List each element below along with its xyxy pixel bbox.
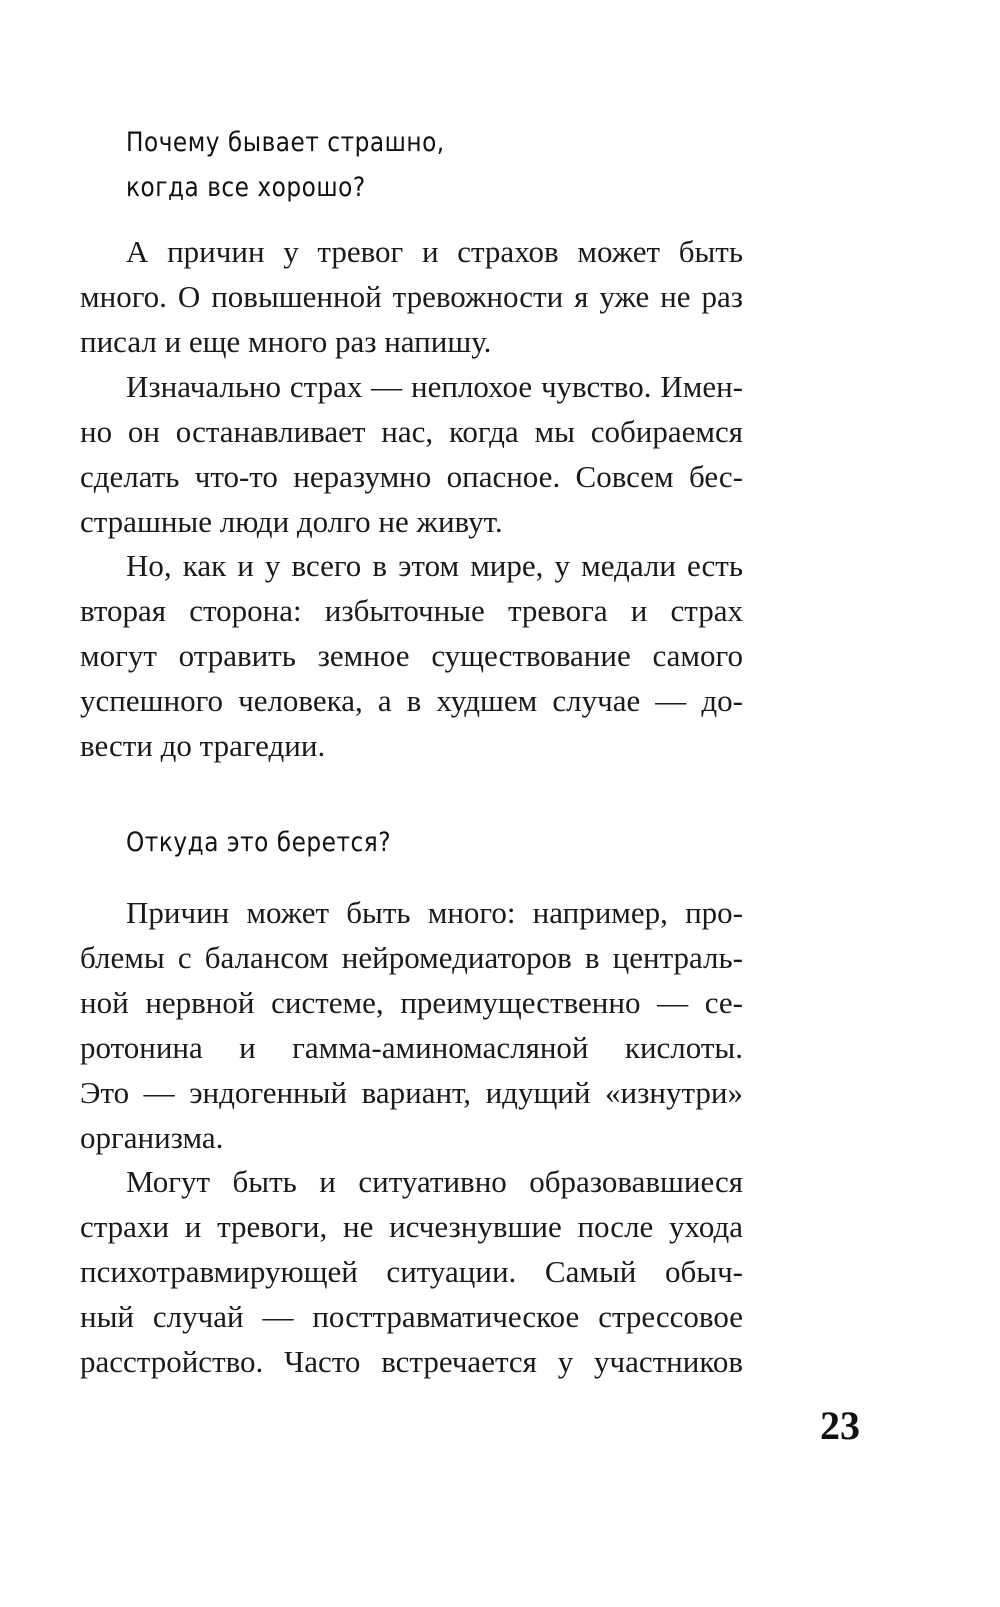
text-line: страшные люди долго не живут. [80,504,503,539]
page-number: 23 [820,1403,860,1448]
text-line: вторая сторона: избыточные тревога и страх [80,593,743,628]
text-line: Это — эндогенный вариант, идущий «изнутри» [80,1075,743,1110]
text-line: психотравмирующей ситуации. Самый обыч- [80,1254,743,1289]
text-line: сделать что-то неразумно опасное. Совсем бес- [80,459,743,494]
text-line: много. О повышенной тревожности я уже не раз [80,279,743,314]
text-line: но он останавливает нас, когда мы собираемся [80,414,743,449]
text-line: А причин у тревог и страхов может быть [126,234,743,269]
section-heading-line-1: Почему бывает страшно, [126,127,445,158]
text-line: блемы с балансом нейромедиаторов в централь- [80,940,743,975]
text-line: успешного человека, а в худшем случае — до- [80,683,743,718]
text-line: ротонина и гамма-аминомасляной кислоты. [80,1030,743,1065]
text-line: Причин может быть много: например, про- [126,895,743,930]
text-line: Могут быть и ситуативно образовавшиеся [126,1164,743,1199]
text-line: писал и еще много раз напишу. [80,324,492,359]
text-line: Но, как и у всего в этом мире, у медали есть [126,548,743,583]
text-line: ный случай — посттравматическое стрессовое [80,1299,743,1334]
text-line: вести до трагедии. [80,728,326,763]
section-heading: Откуда это берется? [126,827,392,858]
text-line: ной нервной системе, преимущественно — се- [80,985,743,1020]
text-line: страхи и тревоги, не исчезнувшие после ухода [80,1209,743,1244]
text-line: могут отравить земное существование самого [80,638,743,673]
text-line: расстройство. Часто встречается у участников [80,1344,743,1379]
text-line: организма. [80,1120,224,1155]
section-heading-line-2: когда все хорошо? [126,172,366,203]
text-line: Изначально страх — неплохое чувство. Имен- [126,369,743,404]
